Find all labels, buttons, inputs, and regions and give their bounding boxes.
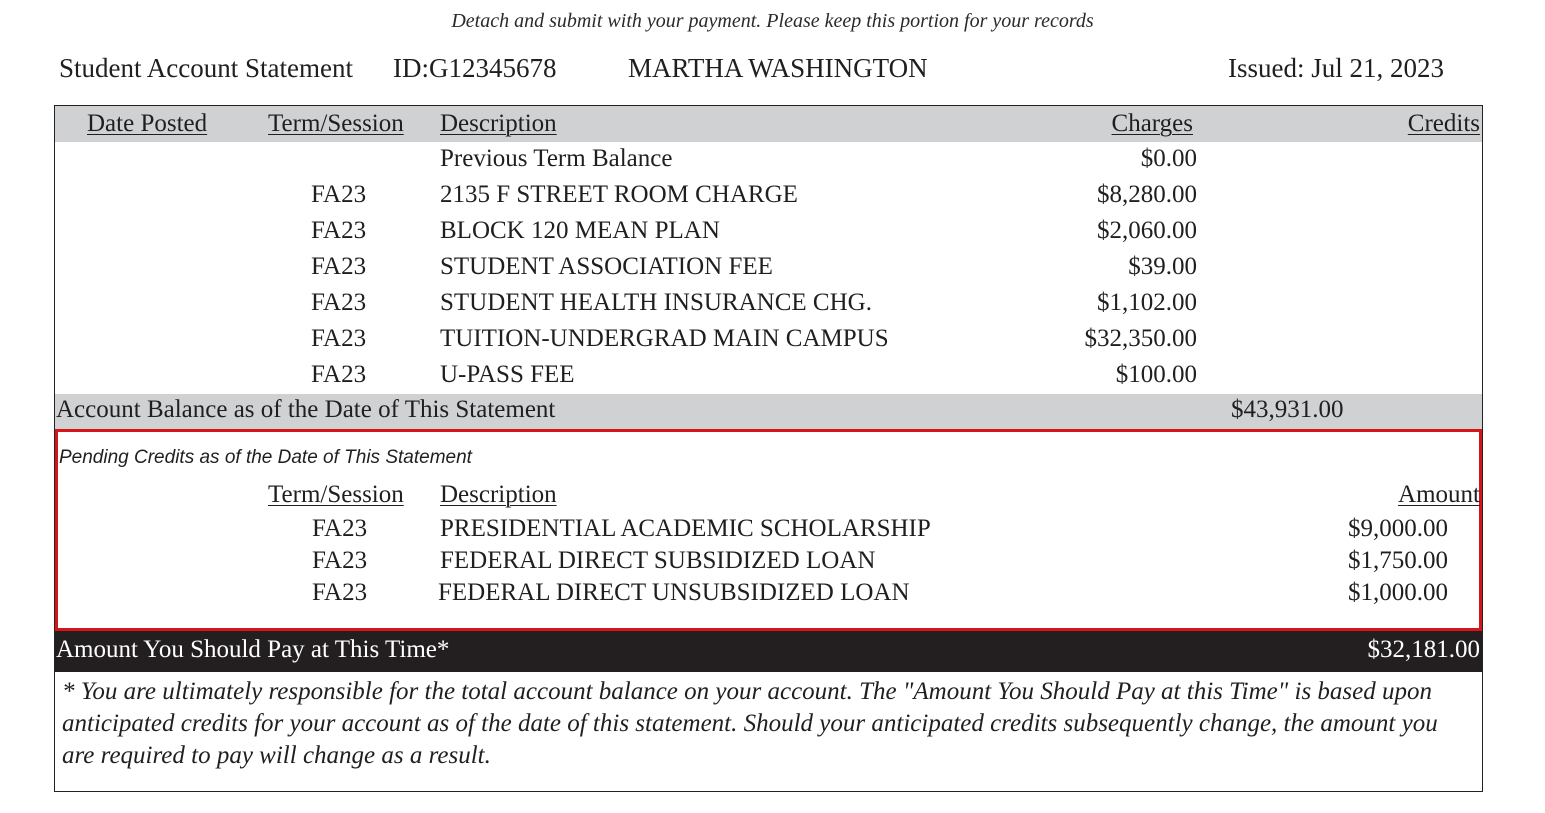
footnote: * You are ultimately responsible for the total account balance on your account. The "Amount You Should Pay at this Time" is based upon anticipated credits for your account as of the date of this statement. Should your anticipated credits subsequently change, the amount you are required to pay will change as a result. [62, 678, 1438, 769]
pending-description: FEDERAL DIRECT SUBSIDIZED LOAN [440, 547, 876, 574]
row-term: FA23 [311, 253, 367, 280]
row-term: FA23 [311, 217, 367, 244]
pending-col-description: Description [440, 481, 557, 508]
pending-amount: $1,000.00 [1348, 579, 1448, 606]
amount-due-value: $32,181.00 [1367, 636, 1480, 663]
detach-instruction: Detach and submit with your payment. Please keep this portion for your records [451, 10, 1094, 32]
pending-term: FA23 [312, 579, 368, 606]
col-date-posted: Date Posted [87, 110, 208, 137]
amount-due-label: Amount You Should Pay at This Time* [56, 636, 450, 663]
pending-term: FA23 [312, 547, 368, 574]
row-charge: $8,280.00 [1097, 181, 1197, 208]
row-charge: $32,350.00 [1084, 325, 1197, 352]
row-description: U-PASS FEE [440, 361, 575, 388]
student-name: MARTHA WASHINGTON [628, 53, 928, 83]
row-term: FA23 [311, 181, 367, 208]
row-charge: $1,102.00 [1097, 289, 1197, 316]
row-charge: $2,060.00 [1097, 217, 1197, 244]
row-charge: $0.00 [1140, 145, 1197, 172]
pending-amount: $1,750.00 [1348, 547, 1448, 574]
col-term-session: Term/Session [268, 110, 404, 137]
account-balance-value: $43,931.00 [1231, 396, 1344, 423]
account-balance-label: Account Balance as of the Date of This Statement [56, 396, 556, 423]
row-term: FA23 [311, 289, 367, 316]
col-credits: Credits [1407, 110, 1480, 137]
row-charge: $100.00 [1115, 361, 1197, 388]
issued-date: Issued: Jul 21, 2023 [1228, 53, 1444, 83]
pending-amount: $9,000.00 [1348, 515, 1448, 542]
pending-description: PRESIDENTIAL ACADEMIC SCHOLARSHIP [440, 515, 931, 542]
row-description: TUITION-UNDERGRAD MAIN CAMPUS [440, 325, 889, 352]
pending-col-amount: Amount [1398, 481, 1480, 508]
row-description: STUDENT HEALTH INSURANCE CHG. [440, 289, 872, 316]
pending-col-term-session: Term/Session [268, 481, 404, 508]
student-id: ID:G12345678 [393, 53, 557, 83]
row-term: FA23 [311, 361, 367, 388]
pending-description: FEDERAL DIRECT UNSUBSIDIZED LOAN [438, 579, 910, 606]
col-charges: Charges [1111, 110, 1193, 137]
row-charge: $39.00 [1128, 253, 1197, 280]
pending-term: FA23 [312, 515, 368, 542]
col-description: Description [440, 110, 557, 137]
row-description: BLOCK 120 MEAN PLAN [440, 217, 720, 244]
statement-title: Student Account Statement [59, 53, 353, 83]
row-description: Previous Term Balance [440, 145, 673, 172]
row-description: STUDENT ASSOCIATION FEE [440, 253, 773, 280]
row-term: FA23 [311, 325, 367, 352]
row-description: 2135 F STREET ROOM CHARGE [440, 181, 798, 208]
pending-credits-title: Pending Credits as of the Date of This Statement [59, 447, 472, 468]
